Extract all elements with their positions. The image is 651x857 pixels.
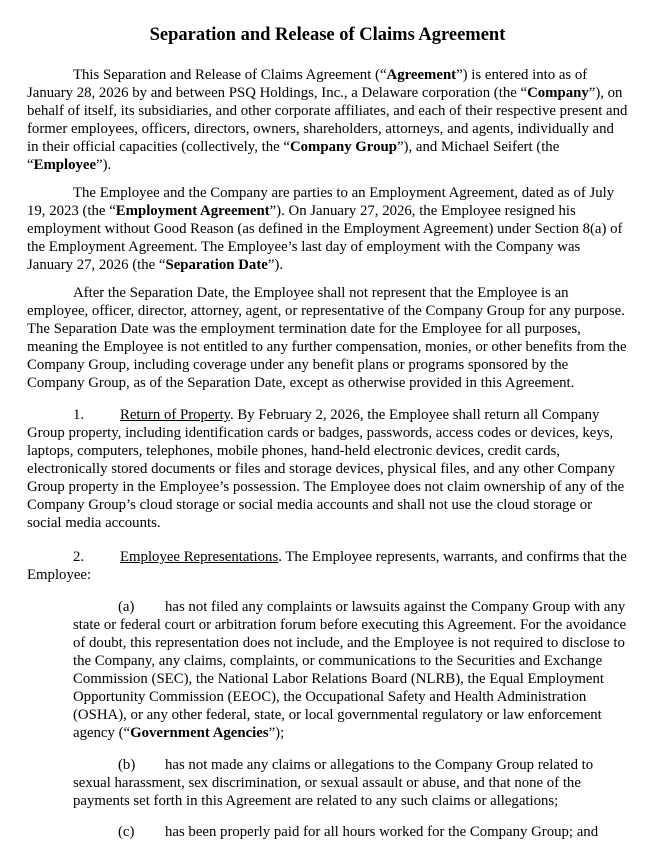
section-heading: Return of Property	[120, 407, 230, 423]
defined-term-company: Company	[527, 85, 589, 101]
document-title: Separation and Release of Claims Agreement	[149, 25, 506, 45]
subsection-c	[73, 823, 628, 841]
defined-term-company-group: Company Group	[289, 139, 397, 155]
section-2-employee-representations	[27, 548, 628, 584]
subsection-a	[73, 598, 628, 742]
text-run: ”).	[267, 257, 284, 273]
subsection-letter: (b)	[118, 757, 136, 773]
subsection-b	[73, 756, 628, 810]
text-run: ”), on behalf of itself, its subsidiaries, and other corporate affiliates, and each of their respective present and former employees, officers, directors, owners, shareholders, attorneys, and agents, individually and in their official capacities (collectively, the “	[27, 85, 628, 155]
text-run: ”), and Michael Seifert (the “	[27, 139, 560, 173]
defined-term-employment-agreement: Employment Agreement	[115, 203, 270, 219]
text-run: After the Separation Date, the Employee shall not represent that the Employee is an employee, officer, director, attorney, agent, or representative of the Company Group for any purpose. The Separation Date was the employment termination date for the Employee for all purposes, meaning the Employee is not entitled to any further compensation, monies, or other benefits from the Company Group, including coverage under any benefit plans or programs sponsored by the Company Group, as of the Separation Date, except as otherwise provided in this Agreement.	[27, 285, 627, 391]
text-run: The Employee and the Company are parties to an Employment Agreement, dated as of July 19, 2023 (the “	[27, 185, 615, 219]
text-run: ”). On January 27, 2026, the Employee resigned his employment without Good Reason (as defined in the Employment Agreement) under Section 8(a) of the Employment Agreement. The Employee’s last day of employment with the Company was January 27, 2026 (the “	[27, 203, 623, 273]
text-run: has not filed any complaints or lawsuits against the Company Group with any state or federal court or arbitration forum before executing this Agreement. For the avoidance of doubt, this representation does not include, and the Employee is not required to disclose to the Company, any claims, complaints, or communications to the Securities and Exchange Commission (SEC), the National Labor Relations Board (NLRB), the Equal Employment Opportunity Commission (EEOC), the Occupational Safety and Health Administration (OSHA), or any other federal, state, or local governmental regulatory or law enforcement agency (“	[73, 599, 627, 741]
text-run: ”).	[96, 157, 112, 173]
text-run: This Separation and Release of Claims Agreement (“	[73, 67, 387, 83]
defined-term-government-agencies: Government Agencies	[130, 725, 269, 741]
defined-term-separation-date: Separation Date	[165, 257, 268, 273]
text-run: ”) is entered into as of January 28, 2026 by and between PSQ Holdings, Inc., a Delaware corporation (the “	[27, 67, 588, 101]
subsection-letter: (a)	[118, 599, 135, 615]
subsection-letter: (c)	[118, 824, 135, 840]
defined-term-agreement: Agreement	[386, 67, 457, 83]
section-number: 1.	[73, 407, 85, 423]
section-number: 2.	[73, 549, 85, 565]
text-run: has not made any claims or allegations to the Company Group related to sexual harassment, sex discrimination, or sexual assault or abuse, and that none of the payments set forth in this Agreement are related to any such claims or allegations;	[73, 757, 594, 809]
text-run: has been properly paid for all hours worked for the Company Group; and	[165, 824, 599, 840]
section-1-return-of-property	[27, 406, 628, 532]
intro-paragraph-1	[27, 66, 628, 174]
defined-term-employee: Employee	[33, 157, 97, 173]
section-heading: Employee Representations	[120, 549, 279, 565]
intro-paragraph-2	[27, 184, 628, 274]
text-run: . The Employee represents, warrants, and confirms that the Employee:	[27, 549, 627, 583]
text-run: . By February 2, 2026, the Employee shall return all Company Group property, including identification cards or badges, passwords, access codes or devices, keys, laptops, computers, telephones, mobile phones, hand-held electronic devices, credit cards, electronically stored documents or files and storage devices, physical files, and any other Company Group property in the Employee’s possession. The Employee does not claim ownership of any of the Company Group’s cloud storage or social media accounts and shall not use the cloud storage or social media accounts.	[27, 407, 625, 531]
text-run: ”);	[268, 725, 285, 741]
intro-paragraph-3	[27, 284, 628, 392]
